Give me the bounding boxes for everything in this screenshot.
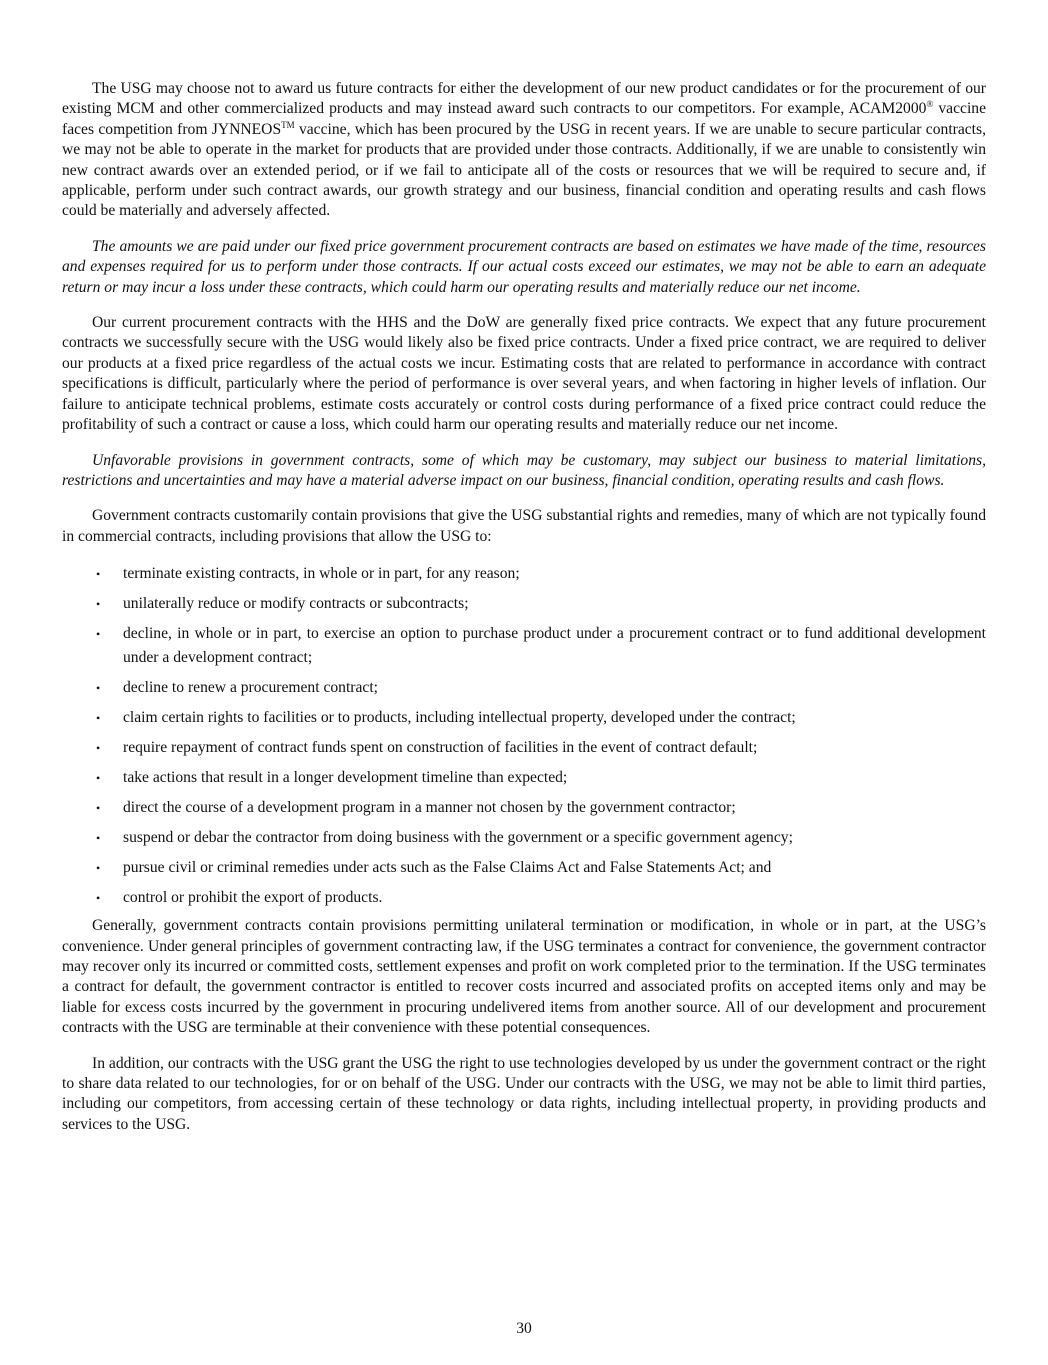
bullet-icon: • — [96, 567, 101, 582]
paragraph-text: The USG may choose not to award us future contracts for either the development of our new product candidates or for the procurement of our existing MCM and other commercialized products and may instead award such contracts to our competitors. For example, ACAM2000 — [62, 80, 986, 118]
paragraph-government-rights-intro: Government contracts customarily contain provisions that give the USG substantial rights and remedies, many of which are not typically found in commercial contracts, including provisions that allow the USG to: — [62, 507, 986, 545]
bullet-icon: • — [96, 741, 101, 756]
list-item-text: decline to renew a procurement contract; — [123, 679, 379, 697]
bullet-icon: • — [96, 831, 101, 846]
page-number: 30 — [516, 1320, 532, 1337]
list-item-text: unilaterally reduce or modify contracts or subcontracts; — [123, 595, 469, 613]
paragraph-text: vaccine faces competition from JYNNEOS — [62, 100, 986, 138]
bullet-icon: • — [96, 597, 101, 612]
list-item-text: claim certain rights to facilities or to products, including intellectual property, developed under the contract; — [123, 709, 796, 727]
list-item-text: suspend or debar the contractor from doing business with the government or a specific government agency; — [123, 829, 793, 847]
list-item — [62, 766, 986, 790]
paragraph-termination-convenience: Generally, government contracts contain provisions permitting unilateral termination or modification, in whole or in part, at the USG’s convenience. Under general principles of government contracting law, if the USG terminates a contract for convenience, the government contractor may recover only its incurred or committed costs, settlement expenses and profit on work completed prior to the termination. If the USG terminates a contract for default, the government contractor is entitled to recover costs incurred and associated profits on accepted items only and may be liable for excess costs incurred by the government in procuring undelivered items from another source. All of our development and procurement contracts with the USG are terminable at their convenience with these potential consequences. — [62, 917, 986, 1037]
bullet-icon: • — [96, 801, 101, 816]
list-item — [62, 796, 986, 820]
risk-heading-fixed-price: The amounts we are paid under our fixed price government procurement contracts are based on estimates we have made of the time, resources and expenses required for us to perform under those contracts. If our actual costs exceed our estimates, we may not be able to earn an adequate return or may incur a loss under these contracts, which could harm our operating results and materially reduce our net income. — [62, 237, 986, 296]
list-item — [62, 856, 986, 880]
list-item-text: direct the course of a development program in a manner not chosen by the government contractor; — [123, 799, 736, 817]
list-item-text: require repayment of contract funds spent on construction of facilities in the event of contract default; — [123, 739, 758, 757]
usg-rights-list — [62, 562, 986, 910]
paragraph-technology-rights: In addition, our contracts with the USG grant the USG the right to use technologies developed by us under the government contract or the right to share data related to our technologies, for or on behalf of the USG. Under our contracts with the USG, we may not be able to limit third parties, including our competitors, from accessing certain of these technology or data rights, including intellectual property, in providing products and services to the USG. — [62, 1054, 986, 1133]
paragraph-usg-contract-awards — [62, 79, 986, 222]
list-item — [62, 622, 986, 670]
list-item — [62, 736, 986, 760]
bullet-icon: • — [96, 861, 101, 876]
bullet-icon: • — [96, 711, 101, 726]
bullet-icon: • — [96, 891, 101, 906]
list-item — [62, 592, 986, 616]
list-item-text: terminate existing contracts, in whole or in part, for any reason; — [123, 565, 520, 583]
bullet-icon: • — [96, 771, 101, 786]
bullet-icon: • — [96, 627, 101, 642]
list-item — [62, 826, 986, 850]
list-item-text: pursue civil or criminal remedies under acts such as the False Claims Act and False Statements Act; and — [123, 859, 772, 877]
list-item — [62, 886, 986, 910]
paragraph-text: vaccine, which has been procured by the USG in recent years. If we are unable to secure particular contracts, we may not be able to operate in the market for products that are provided under those contracts. Additionally, if we are unable to consistently win new contract awards over an extended period, or if we fail to anticipate all of the costs or resources that we will be required to secure and, if applicable, perform under such contract awards, our growth strategy and our business, financial condition and operating results and cash flows could be materially and adversely affected. — [62, 120, 986, 220]
trademark-mark: TM — [281, 119, 295, 130]
risk-heading-unfavorable-provisions: Unfavorable provisions in government contracts, some of which may be customary, may subject our business to material limitations, restrictions and uncertainties and may have a material adverse impact on our business, financial condition, operating results and cash flows. — [62, 451, 986, 489]
registered-mark: ® — [926, 99, 934, 110]
list-item-text: control or prohibit the export of products. — [123, 889, 383, 907]
document-page — [62, 79, 986, 1150]
paragraph-fixed-price-contracts: Our current procurement contracts with the HHS and the DoW are generally fixed price contracts. We expect that any future procurement contracts we successfully secure with the USG would likely also be fixed price contracts. Under a fixed price contract, we are required to deliver our products at a fixed price regardless of the actual costs we incur. Estimating costs that are related to performance in accordance with contract specifications is difficult, particularly where the period of performance is over several years, and when factoring in higher levels of inflation. Our failure to anticipate technical problems, estimate costs accurately or control costs during performance of a fixed price contract could reduce the profitability of such a contract or cause a loss, which could harm our operating results and materially reduce our net income. — [62, 314, 986, 434]
list-item — [62, 676, 986, 700]
list-item-text: take actions that result in a longer development timeline than expected; — [123, 769, 568, 787]
list-item — [62, 562, 986, 586]
bullet-icon: • — [96, 681, 101, 696]
list-item — [62, 706, 986, 730]
list-item-text: decline, in whole or in part, to exercise an option to purchase product under a procurement contract or to fund additional development under a development contract; — [123, 625, 986, 667]
